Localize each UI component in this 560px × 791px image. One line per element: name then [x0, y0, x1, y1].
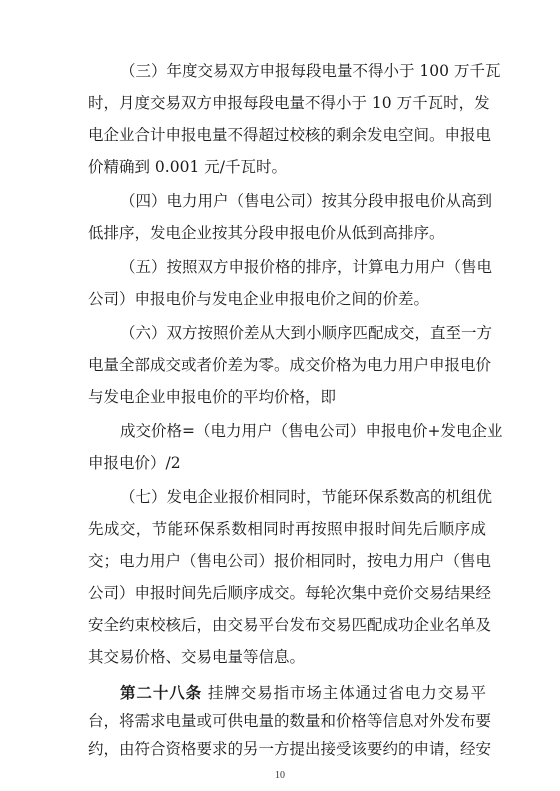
formula-line: 成交价格=（电力用户（售电公司）申报电价+发电企业 [120, 422, 503, 440]
paragraph-line: 其交易价格、交易电量等信息。 [88, 648, 306, 666]
paragraph-line: 公司）申报电价与发电企业申报电价之间的价差。 [88, 290, 430, 308]
paragraph-line: 电企业合计申报电量不得超过校核的剩余发电空间。申报电 [88, 126, 492, 144]
article-line: 约，由符合资格要求的另一方提出接受该要约的申请，经安 [88, 740, 492, 758]
paragraph-line: 先成交，节能环保系数相同时再按照申报时间先后顺序成 [88, 520, 486, 538]
paragraph-line: （三）年度交易双方申报每段电量不得小于 100 万千瓦 [120, 62, 501, 80]
page-number: 10 [275, 770, 285, 781]
paragraph-line: 价精确到 0.001 元/千瓦时。 [88, 158, 287, 176]
paragraph-line: （四）电力用户（售电公司）按其分段申报电价从高到 [120, 192, 493, 210]
paragraph-line: 时，月度交易双方申报每段电量不得小于 10 万千瓦时，发 [88, 94, 490, 112]
paragraph-line: （六）双方按照价差从大到小顺序匹配成交，直至一方 [120, 324, 493, 342]
paragraph-line: 与发电企业申报电价的平均价格，即 [88, 388, 337, 406]
formula-line: 申报电价）/2 [88, 454, 181, 472]
paragraph-line: 交；电力用户（售电公司）报价相同时，按电力用户（售电 [88, 552, 492, 570]
article-first-line [120, 680, 486, 706]
article-title: 第二十八条 [120, 684, 203, 702]
paragraph-line: 电量全部成交或者价差为零。成交价格为电力用户申报电价 [88, 356, 492, 374]
paragraph-line: 公司）申报时间先后顺序成交。每轮次集中竞价交易结果经 [88, 584, 492, 602]
article-text: 挂牌交易指市场主体通过省电力交易平 [207, 684, 486, 702]
paragraph-line: 低排序，发电企业按其分段申报电价从低到高排序。 [88, 224, 445, 242]
paragraph-line: （五）按照双方申报价格的排序，计算电力用户（售电 [120, 258, 493, 276]
paragraph-line: 安全约束校核后，由交易平台发布交易匹配成功企业名单及 [88, 616, 492, 634]
paragraph-line: （七）发电企业报价相同时，节能环保系数高的机组优 [120, 488, 493, 506]
article-line: 台，将需求电量或可供电量的数量和价格等信息对外发布要 [88, 712, 492, 730]
